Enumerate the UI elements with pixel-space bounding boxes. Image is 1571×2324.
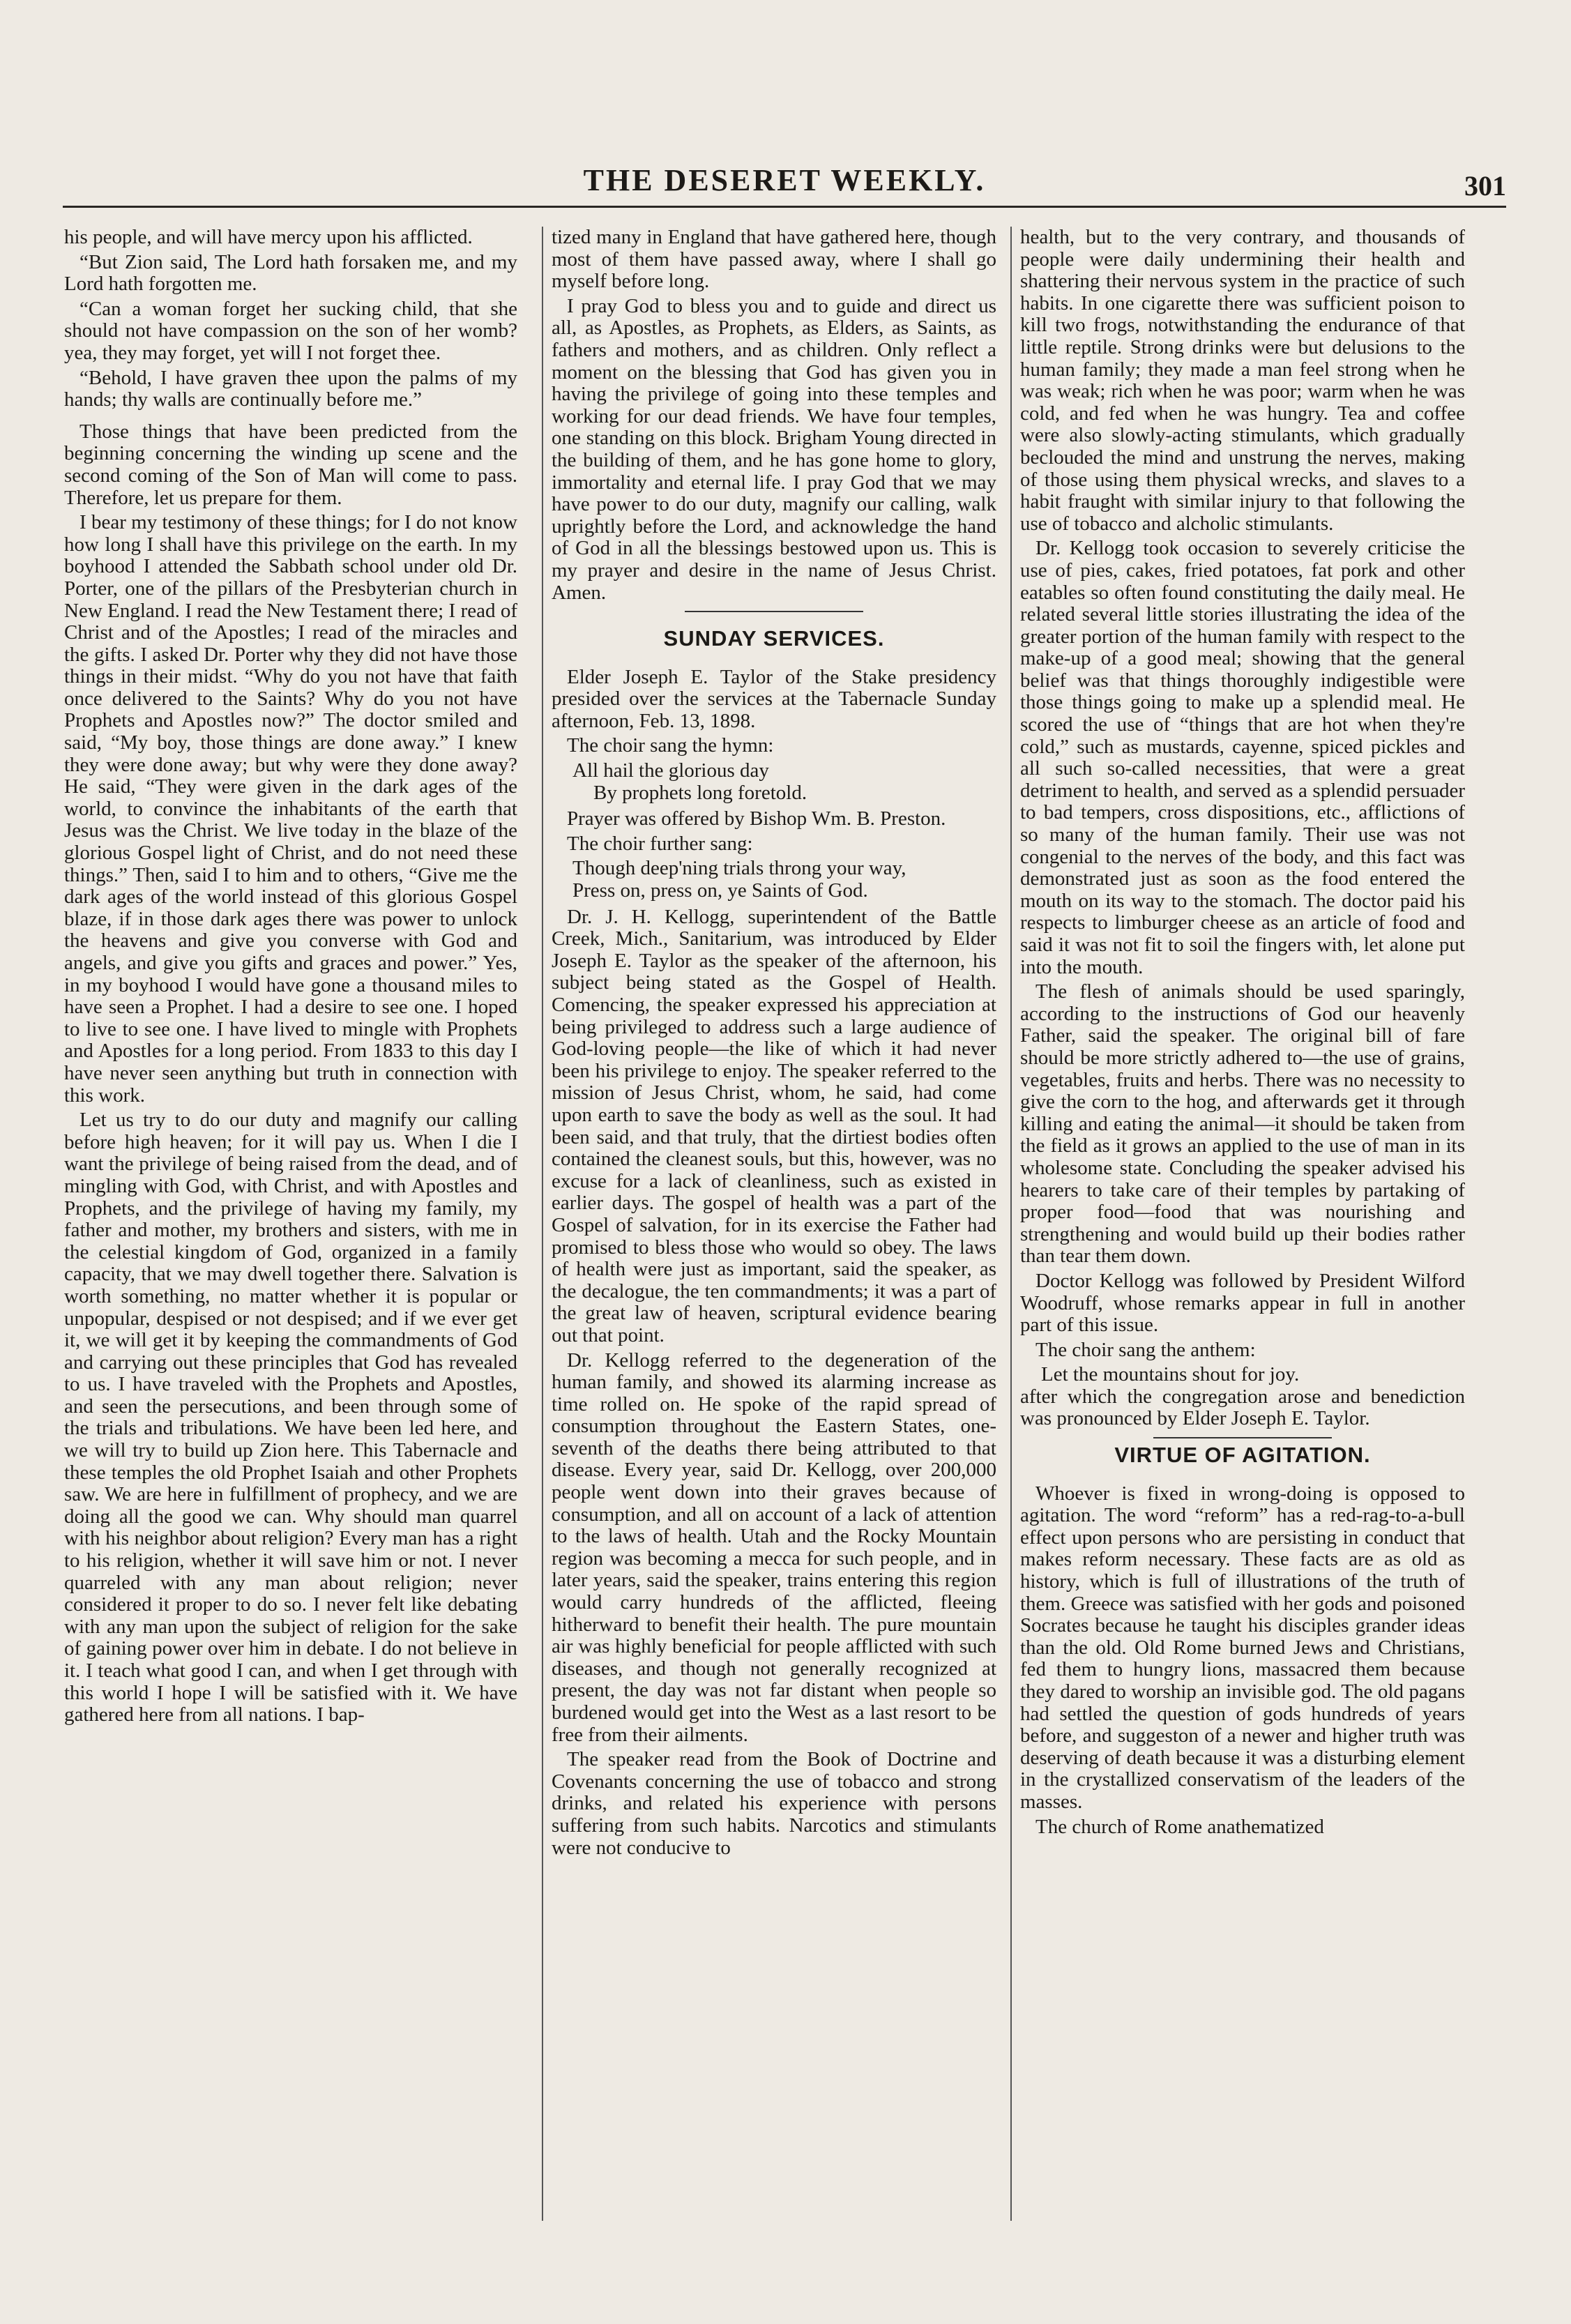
masthead-title: THE DESERET WEEKLY. xyxy=(583,163,986,197)
anthem-line: Let the mountains shout for joy. xyxy=(1041,1363,1300,1386)
paragraph: The church of Rome anathematized xyxy=(1035,1815,1324,1838)
paragraph: “Can a woman forget her sucking child, that she should not have compassion on the son of her womb? yea, they may forget, yet will I not forget thee. xyxy=(64,297,517,364)
paragraph: I bear my testimony of these things; for I do not know how long I shall have this privilege on the earth. In my boyhood I attended the Sabbath school under old Dr. Porter, one of the pillars of the Presbyterian church in New England. I read the New Testament there; I read of Christ and of the Apostles; I read of the miracles and the gifts. I asked Dr. Porter why they did not have those things in their midst. “Why do you not have that faith once delivered to the Saints? Why do you not have Prophets and Apostles now?” The doctor smiled and said, “My boy, those things are done away.” I knew they were done away; but why were they done away? He said, “They were given in the dark ages of the world, to convince the inhabitants of the earth that Jesus was the Christ. We live today in the blaze of the glorious Gospel light of Christ, and do not need these things.” Then, said I to him and to others, “Give me the dark ages of the world instead of this glorious Gospel blaze, if in those dark ages there was power to unlock the heavens and give you converse with God and angels, and give you gifts and graces and power.” Yes, in my boyhood I would have gone a thousand miles to have seen a Prophet. I had a desire to see one. I hoped to live to see one. I have lived to mingle with Prophets and Apostles for a long period. From 1833 to this day I have never seen anything but truth in connection with this work. xyxy=(64,511,517,1107)
column-3 xyxy=(1010,227,1465,2221)
paragraph: The flesh of animals should be used sparingly, according to the instructions of God our heavenly Father, said the speaker. The original bill of fare should be more strictly adhered to—the use of grains, vegetables, fruits and herbs. There was no necessity to give the corn to the hog, and afterwards get it through killing and eating the animal—it should be taken from the field as it grows an applied to the use of man in its wholesome state. Concluding the speaker advised his hearers to take care of their temples by partaking of proper food—food that was nourishing and strengthening and would build up their bodies rather than tear them down. xyxy=(1020,980,1465,1268)
paragraph: his people, and will have mercy upon his afflicted. xyxy=(64,227,473,248)
paragraph: Those things that have been predicted from the beginning concerning the winding up scene and the second coming of the Son of Man will come to pass. Therefore, let us prepare for them. xyxy=(64,420,517,509)
paragraph: Let us try to do our duty and magnify our calling before high heaven; for it will pay us. When I die I want the privilege of being raised from the dead, and of mingling with God, with Christ, and with Apostles and Prophets, and the privilege of having my family, my father and mother, my brothers and sisters, with me in the celestial kingdom of God, organized in a family capacity, that we may dwell together there. Salvation is worth something, no matter whether it is popular or unpopular, despised or not despised; and if we ever get it, we will get it by keeping the commandments of God and carrying out these principles that God has revealed to us. I have traveled with the Prophets and Apostles, and seen the persecutions, and been through some of the trials and tribulations. We have been led here, and we will try to build up Zion here. This Tabernacle and these temples the old Prophet Isaiah and other Prophets saw. We are here in fulfillment of prophecy, and we are doing all the good we can. Why should man quarrel with his neighbor about religion? Every man has a right to his religion, whether it will save him or not. I never quarreled with any man about religion; never considered it proper to do so. I never felt like debating with any man upon the subject of religion for the sake of gaining power over him in debate. I do not believe in it. I teach what good I can, and when I get through with this world I hope I will be satisfied with it. We have gathered here from all nations. I bap- xyxy=(64,1109,517,1726)
paragraph: The choir sang the hymn: xyxy=(567,734,774,757)
paragraph: The speaker read from the Book of Doctrine and Covenants concerning the use of tobacco and strong drinks, and related his experience with persons suffering from such habits. Narcotics and stimulants were not conducive to xyxy=(552,1748,996,1859)
paragraph: Prayer was offered by Bishop Wm. B. Preston. xyxy=(567,807,946,830)
paragraph: Dr. Kellogg referred to the degeneration of the human family, and showed its alarming increase as time rolled on. He spoke of the rapid spread of consumption throughout the Eastern States, one-seventh of the deaths there being attributed to that disease. Every year, said Dr. Kellogg, over 200,000 people went down into their graves because of consumption, and all on account of a lack of attention to the laws of health. Utah and the Rocky Mountain region was becoming a mecca for such people, and in later years, said the speaker, trains entering this region would carry hundreds of the afflicted, fleeing hitherward to benefit their health. The pure mountain air was highly beneficial for people afflicted with such diseases, and though not generally recognized at present, the day was not far distant when people so burdened would get into the West as a last resort to be free from their ailments. xyxy=(552,1349,996,1746)
page-header xyxy=(63,157,1506,208)
page-number: 301 xyxy=(1464,170,1506,202)
song-line: Though deep'ning trials throng your way, xyxy=(572,857,906,880)
section-heading-virtue-of-agitation: VIRTUE OF AGITATION. xyxy=(1114,1443,1371,1468)
paragraph: tized many in England that have gathered here, though most of them have passed away, where I shall go myself before long. xyxy=(552,227,996,293)
paragraph: Dr. Kellogg took occasion to severely criticise the use of pies, cakes, fried potatoes, fat pork and other eatables so often found constituting the daily meal. He related several little stories illustrating the idea of the greater portion of the human family with respect to the make-up of a good meal; showing that the general belief was that things thoroughly indigestible were those things going to make up a splendid meal. He scored the use of “things that are hot when they're cold,” such as mustards, cayenne, spiced pickles and all such so-called necessities, that were a great detriment to health, and served as a splendid persuader to bad tempers, cross dispositions, etc., afflictions of so many of the human family. Their use was not congenial to the nerves of the body, and this fact was demonstrated just as soon as the food entered the mouth on its way to the stomach. The doctor paid his respects to limburger cheese as an article of food and said it was not fit to soil the fingers with, let alone put into the mouth. xyxy=(1020,537,1465,978)
paragraph: Dr. J. H. Kellogg, superintendent of the Battle Creek, Mich., Sanitarium, was introduced by Elder Joseph E. Taylor as the speaker of the afternoon, his subject being stated as the Gospel of Health. Comencing, the speaker expressed his appreciation at being privileged to address such a large audience of God-loving people—the like of which it had never been his privilege to enjoy. The speaker referred to the mission of Jesus Christ, whom, he said, had come upon earth to save the body as well as the soul. It had been said, and that truly, that the dirtiest bodies often contained the cleanest souls, but this, however, was no excuse for a lack of cleanliness, such as existed in earlier days. The gospel of health was a part of the Gospel of salvation, for in its exercise the Father had promised to bless those who would so obey. The laws of health were just as important, said the speaker, as the decalogue, the ten commandments; it was a part of the great law of heaven, scriptural evidence bearing out that point. xyxy=(552,905,996,1346)
hymn-line: By prophets long foretold. xyxy=(593,781,807,804)
paragraph: I pray God to bless you and to guide and direct us all, as Apostles, as Prophets, as Elders, as Saints, as fathers and mothers, and as children. Only reflect a moment on the blessing that God has given you in having the privilege of going into these temples and working for our dead friends. We have four temples, one standing on this block. Brigham Young directed in the building of them, and he has gone home to glory, immortality and eternal life. I pray God that we may have power to do our duty, magnify our calling, walk uprightly before the Lord, and acknowledge the hand of God in all the blessings bestowed upon us. This is my prayer and desire in the name of Jesus Christ. Amen. xyxy=(552,294,996,604)
paragraph: The choir sang the anthem: xyxy=(1035,1338,1256,1361)
song-line: Press on, press on, ye Saints of God. xyxy=(572,879,868,902)
section-divider xyxy=(685,611,863,612)
column-1 xyxy=(64,227,517,2221)
paragraph: Elder Joseph E. Taylor of the Stake presidency presided over the services at the Tabernacle Sunday afternoon, Feb. 13, 1898. xyxy=(552,665,996,732)
column-2 xyxy=(542,227,996,2221)
paragraph: “Behold, I have graven thee upon the palms of my hands; thy walls are continually before me.” xyxy=(64,366,517,411)
paragraph: health, but to the very contrary, and thousands of people were daily undermining their health and shattering their nervous system in the practice of such habits. In one cigarette there was sufficient poison to kill two frogs, notwithstanding the endurance of that little reptile. Strong drinks were but delusions to the human family; they made a man feel strong when he was weak; rich when he was poor; warm when he was cold, and fed when he was hungry. Tea and coffee were also slowly-acting stimulants, which gradually beclouded the mind and unstrung the nerves, making of those using them physical wrecks, and slaves to a habit fraught with similar injury to that following the use of tobacco and alcholic stimulants. xyxy=(1020,227,1465,535)
paragraph: Whoever is fixed in wrong-doing is opposed to agitation. The word “reform” has a red-rag-to-a-bull effect upon persons who are persisting in conduct that makes reform necessary. These facts are as old as history, which is full of illustrations of the truth of them. Greece was satisfied with her gods and poisoned Socrates because he taught his disciples grander ideas than the old. Old Rome burned Jews and Christians, fed them to hungry lions, massacred them because they dared to worship an invisible god. The old pagans had settled the question of gods hundreds of years before, and suggeston of a newer and higher truth was deserving of death because it was a disturbing element in the crystallized conservatism of the leaders of the masses. xyxy=(1020,1482,1465,1813)
paragraph: after which the congregation arose and benediction was pronounced by Elder Joseph E. Taylor. xyxy=(1020,1385,1465,1430)
section-heading-sunday-services: SUNDAY SERVICES. xyxy=(663,626,885,651)
paragraph: The choir further sang: xyxy=(567,832,753,855)
hymn-line: All hail the glorious day xyxy=(572,759,769,782)
section-divider xyxy=(1153,1437,1331,1438)
paragraph: “But Zion said, The Lord hath forsaken me, and my Lord hath forgotten me. xyxy=(64,250,517,296)
paragraph: Doctor Kellogg was followed by President Wilford Woodruff, whose remarks appear in full in another part of this issue. xyxy=(1020,1269,1465,1337)
